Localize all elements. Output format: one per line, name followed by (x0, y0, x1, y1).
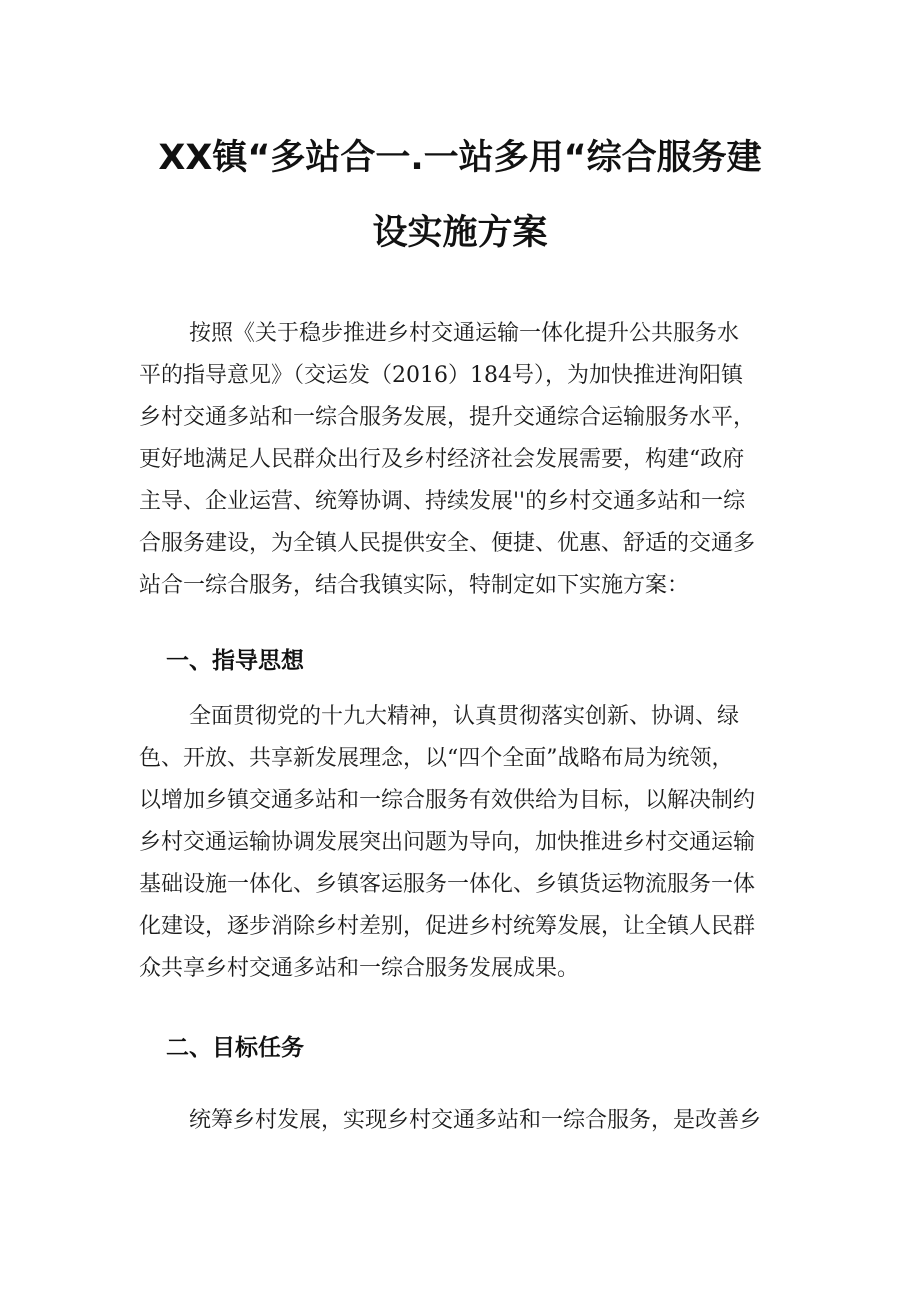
paragraph-line: 化建设，逐步消除乡村差别，促进乡村统筹发展，让全镇人民群 (139, 914, 756, 939)
paragraph-line: 主导、企业运营、统筹协调、持续发展''的乡村交通多站和一综 (139, 489, 746, 514)
guiding-thought-paragraph (139, 696, 799, 990)
section-heading-guiding-thought: 一、指导思想 (166, 648, 304, 674)
paragraph-line: 基础设施一体化、乡镇客运服务一体化、乡镇货运物流服务一体 (139, 872, 756, 897)
paragraph-line: 色、开放、共享新发展理念，以“四个全面”战略布局为统领， (139, 746, 734, 771)
paragraph-line: 合服务建设，为全镇人民提供安全、便捷、优惠、舒适的交通多 (139, 531, 756, 556)
targets-tasks-paragraph (139, 1100, 799, 1142)
document-title-line-1: XX镇“多站合一.一站多用“综合服务建 (158, 138, 762, 178)
document-title-line-2: 设实施方案 (372, 213, 548, 253)
paragraph-line: 统筹乡村发展，实现乡村交通多站和一综合服务，是改善乡 (189, 1108, 762, 1133)
paragraph-line: 站合一综合服务，结合我镇实际，特制定如下实施方案： (139, 573, 690, 598)
paragraph-line: 更好地满足人民群众出行及乡村经济社会发展需要，构建“政府 (139, 447, 745, 472)
paragraph-line: 众共享乡村交通多站和一综合服务发展成果。 (139, 956, 580, 981)
paragraph-line: 乡村交通运输协调发展突出问题为导向，加快推进乡村交通运输 (139, 830, 756, 855)
paragraph-line: 平的指导意见》（交运发（2016）184号），为加快推进洵阳镇 (139, 363, 743, 388)
paragraph-line: 全面贯彻党的十九大精神，认真贯彻落实创新、协调、绿 (189, 704, 740, 729)
section-heading-targets-tasks: 二、目标任务 (166, 1035, 304, 1061)
paragraph-line: 乡村交通多站和一综合服务发展，提升交通综合运输服务水平， (139, 405, 756, 430)
paragraph-line: 以增加乡镇交通多站和一综合服务有效供给为目标，以解决制约 (139, 788, 756, 813)
intro-paragraph (139, 313, 799, 607)
paragraph-line: 按照《关于稳步推进乡村交通运输一体化提升公共服务水 (189, 321, 740, 346)
